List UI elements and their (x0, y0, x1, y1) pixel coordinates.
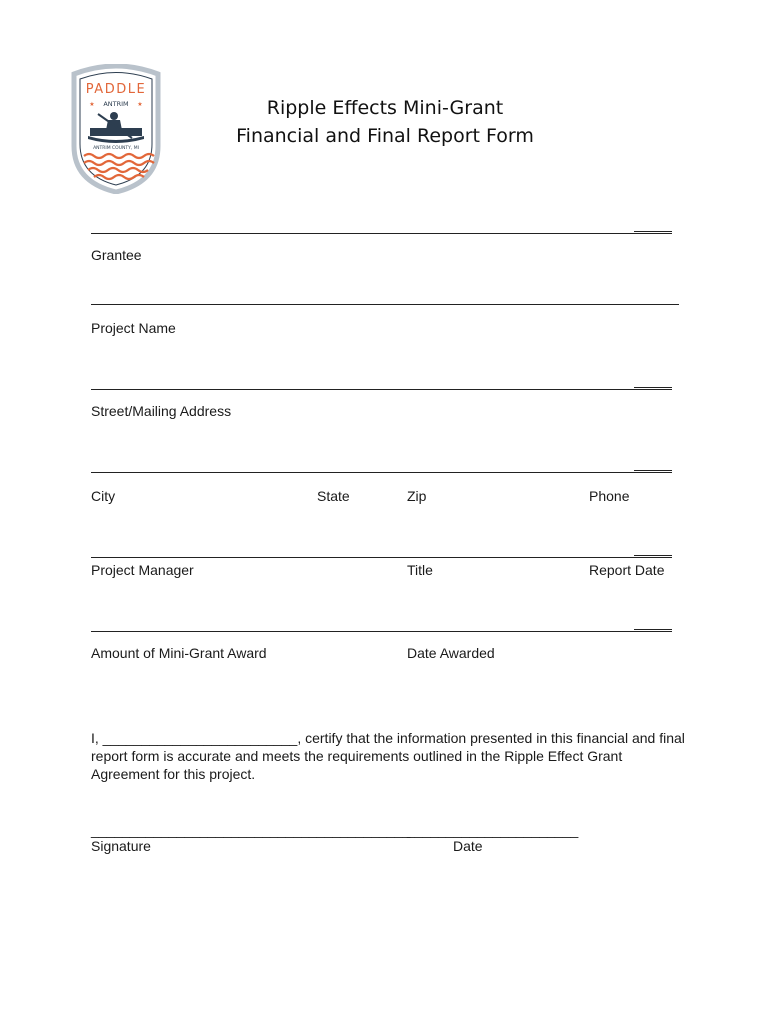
amount-line-tail (634, 629, 672, 630)
grantee-label: Grantee (91, 247, 142, 263)
manager-line-tail (634, 555, 672, 556)
amount-line[interactable] (91, 631, 672, 632)
signature-line[interactable]: _________________________________________ (91, 822, 411, 838)
logo-bottom-text: ANTRIM COUNTY, MI (93, 146, 139, 151)
date-awarded-label: Date Awarded (407, 645, 495, 661)
logo-subtitle-text: ANTRIM (103, 100, 129, 108)
phone-label: Phone (589, 488, 630, 504)
signature-label: Signature (91, 838, 151, 854)
address-line[interactable] (91, 389, 672, 390)
state-label: State (317, 488, 350, 504)
project-name-line[interactable] (91, 304, 679, 305)
form-title-line-1: Ripple Effects Mini-Grant (266, 97, 504, 119)
paddle-antrim-logo (68, 64, 164, 194)
svg-text:★: ★ (137, 102, 143, 108)
form-title (200, 94, 570, 150)
zip-label: Zip (407, 488, 427, 504)
report-date-label: Report Date (589, 562, 665, 578)
amount-label: Amount of Mini-Grant Award (91, 645, 267, 661)
form-title-line-2: Financial and Final Report Form (236, 125, 534, 147)
project-manager-label: Project Manager (91, 562, 194, 578)
address-line-tail (634, 387, 672, 388)
title-label: Title (407, 562, 433, 578)
address-label: Street/Mailing Address (91, 403, 232, 419)
city-label: City (91, 488, 116, 504)
city-state-zip-line-tail (634, 470, 672, 471)
grantee-line[interactable] (91, 233, 672, 234)
certification-statement: I, _________________________, certify that the information presented in this financial and final report form is accurate and meets the requirements outlined in the Ripple Effect Grant Agreement for this project. (91, 730, 685, 782)
city-state-zip-line[interactable] (91, 472, 672, 473)
svg-text:★: ★ (89, 102, 95, 108)
grantee-line-tail (634, 231, 672, 232)
signature-date-label: Date (453, 838, 483, 854)
logo-title-text: PADDLE (85, 82, 147, 97)
project-name-label: Project Name (91, 320, 176, 336)
manager-line[interactable] (91, 557, 672, 558)
signature-date-line[interactable]: ______________________ (407, 822, 579, 838)
